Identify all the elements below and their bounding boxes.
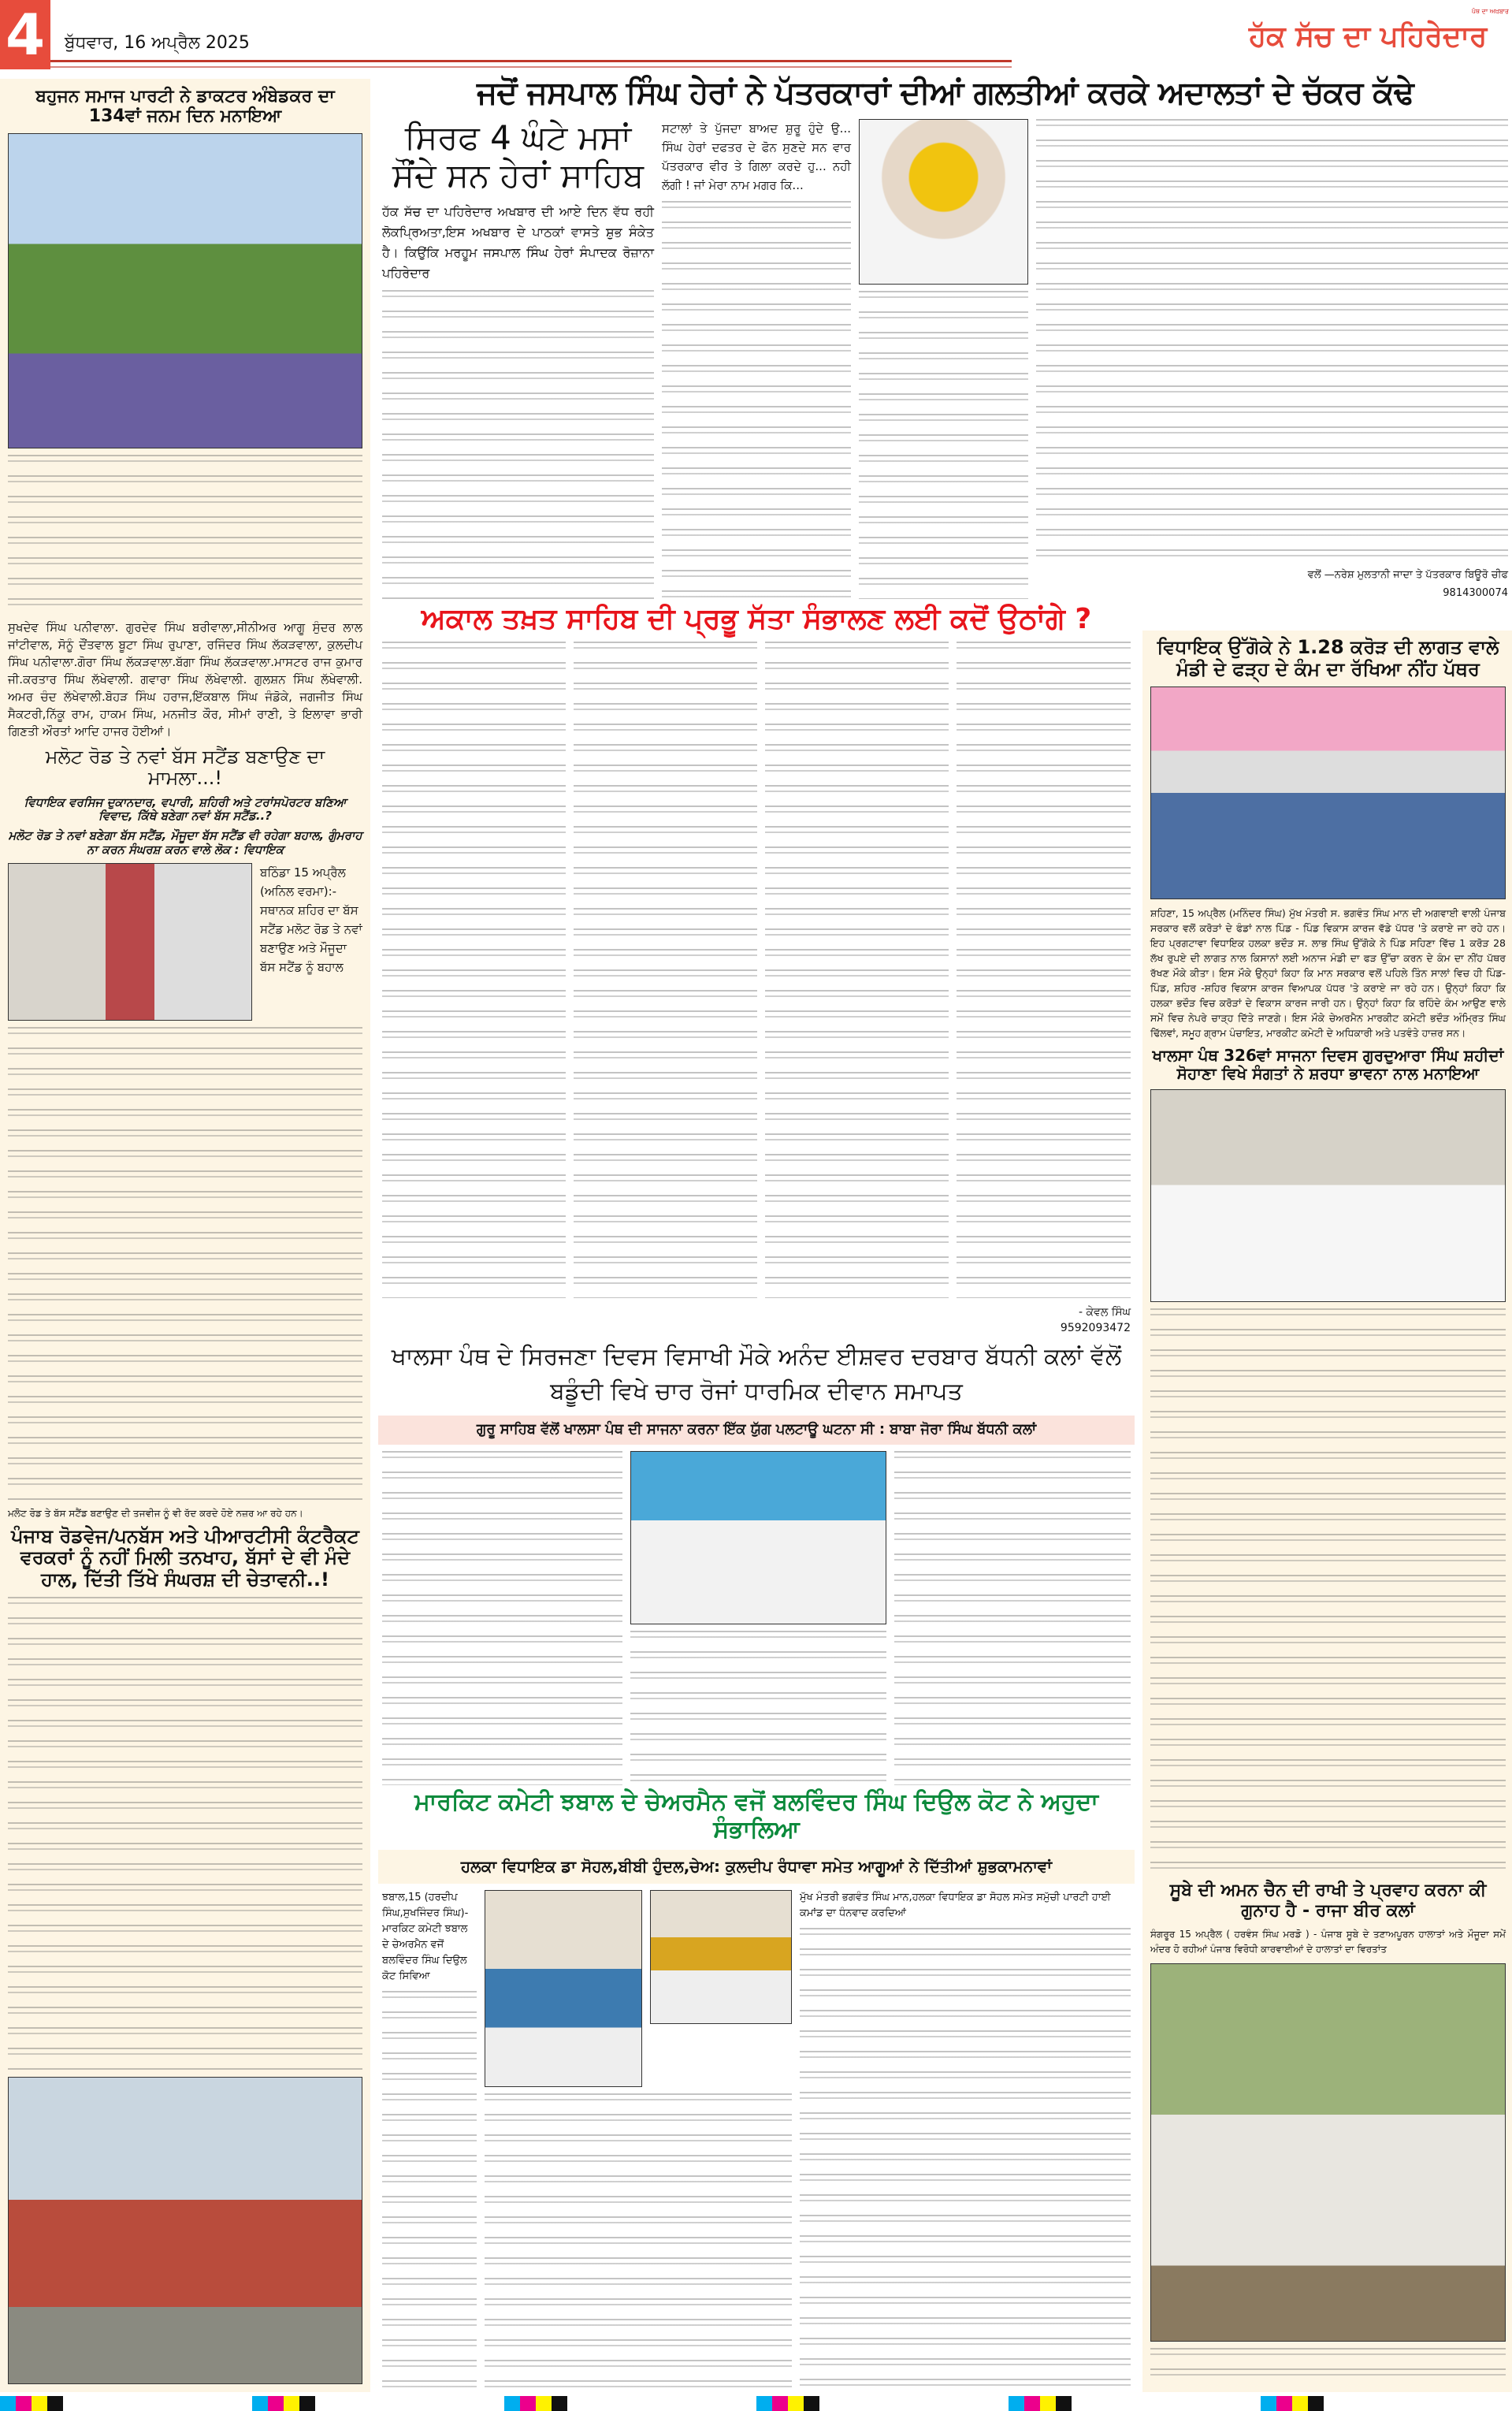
market-committee-strap: ਹਲਕਾ ਵਿਧਾਇਕ ਡਾ ਸੋਹਲ,ਬੀਬੀ ਹੁੰਦਲ,ਚੇਅ: ਕੁਲਦੀਪ ਰੰਧਾਵਾ ਸਮੇਤ ਆਗੂਆਂ ਨੇ ਦਿੱਤੀਆਂ ਸ਼ੁਭਕਾਮਨਾਵਾਂ — [378, 1850, 1135, 1884]
akal-takht-section — [378, 603, 1135, 1336]
buses-photo — [8, 2077, 362, 2384]
mandi-body: ਸ਼ਹਿਣਾ, 15 ਅਪ੍ਰੈਲ (ਮਨਿੰਦਰ ਸਿੰਘ) ਮੁੱਖ ਮੰਤਰੀ ਸ. ਭਗਵੰਤ ਸਿੰਘ ਮਾਨ ਦੀ ਅਗਵਾਈ ਵਾਲੀ ਪੰਜਾਬ ਸਰਕਾਰ ਵਲੋਂ ਕਰੋੜਾਂ ਦੇ ਫੰਡਾਂ ਨਾਲ ਪਿੰਡ - ਪਿੰਡ ਵਿਕਾਸ ਕਾਰਜ ਵੱਡੇ ਪੱਧਰ 'ਤੇ ਕਰਾਏ ਜਾ ਰਹੇ ਹਨ। ਇਹ ਪ੍ਰਗਟਾਵਾ ਵਿਧਾਇਕ ਹਲਕਾ ਭਦੌੜ ਸ. ਲਾਭ ਸਿੰਘ ਉੱਗੋਕੇ ਨੇ ਪਿੰਡ ਸਹਿਣਾ ਵਿੱਚ 1 ਕਰੋੜ 28 ਲੱਖ ਰੁਪਏ ਦੀ ਲਾਗਤ ਨਾਲ ਕਿਸਾਨਾਂ ਲਈ ਅਨਾਜ ਮੰਡੀ ਦਾ ਫੜ ਉੱਚਾ ਕਰਨ ਦੇ ਕੰਮ ਦਾ ਨੀਂਹ ਪੱਥਰ ਰੱਖਣ ਮੌਕੇ ਕੀਤਾ। ਇਸ ਮੌਕੇ ਉਨ੍ਹਾਂ ਕਿਹਾ ਕਿ ਮਾਨ ਸਰਕਾਰ ਵਲੋਂ ਪਹਿਲੇ ਤਿੰਨ ਸਾਲਾਂ ਵਿਚ ਹੀ ਪਿੰਡ- ਪਿੰਡ, ਸ਼ਹਿਰ -ਸ਼ਹਿਰ ਵਿਕਾਸ ਕਾਰਜ ਵਿਆਪਕ ਪੱਧਰ 'ਤੇ ਕਰਾਏ ਜਾ ਰਹੇ ਹਨ। ਉਨ੍ਹਾਂ ਕਿਹਾ ਕਿ ਹਲਕਾ ਭਦੌੜ ਵਿਚ ਕਰੋੜਾਂ ਦੇ ਵਿਕਾਸ ਕਾਰਜ ਜਾਰੀ ਹਨ। ਉਨ੍ਹਾਂ ਕਿਹਾ ਕਿ ਰਹਿੰਦੇ ਕੰਮ ਆਉਣ ਵਾਲੇ ਸਮੇਂ ਵਿਚ ਨੇਪਰੇ ਚਾੜ੍ਹ ਦਿੱਤੇ ਜਾਣਗੇ। ਇਸ ਮੌਕੇ ਚੇਅਰਮੈਨ ਮਾਰਕੀਟ ਕਮੇਟੀ ਭਦੌੜ ਅੰਮ੍ਰਿਤ ਸਿੰਘ ਢਿੱਲਵਾਂ, ਸਮੂਹ ਗ੍ਰਾਮ ਪੰਚਾਇਤ, ਮਾਰਕੀਟ ਕਮੇਟੀ ਦੇ ਅਧਿਕਾਰੀ ਅਤੇ ਪਤਵੰਤੇ ਹਾਜ਼ਰ ਸਨ। — [1150, 907, 1506, 1040]
market-body-text — [485, 2093, 792, 2392]
bus-stand-subhead: ਵਿਧਾਇਕ ਵਰਸਿਜ ਦੁਕਾਨਦਾਰ, ਵਪਾਰੀ, ਸ਼ਹਿਰੀ ਅਤੇ ਟਰਾਂਸਪੋਰਟਰ ਬਣਿਆ ਵਿਵਾਦ, ਕਿੱਥੇ ਬਣੇਗਾ ਨਵਾਂ ਬੱਸ ਸਟੈਂਡ..? — [24, 794, 347, 824]
market-committee-photo-2 — [650, 1890, 792, 2024]
bus-stand-subhead: ਮਲੋਟ ਰੋਡ ਤੇ ਨਵਾਂ ਬਣੇਗਾ ਬੱਸ ਸਟੈਂਡ, ਮੌਜੂਦਾ ਬੱਸ ਸਟੈਂਡ ਵੀ ਰਹੇਗਾ ਬਹਾਲ, ਗੁੰਮਰਾਹ ਨਾ ਕਰਨ ਸੰਘਰਸ਼ ਕਰਨ ਵਾਲੇ ਲੋਕ : ਵਿਧਾਇਕ — [8, 828, 362, 857]
akal-takht-byline: - ਕੇਵਲ ਸਿੰਘ — [1079, 1306, 1131, 1319]
header-rule — [50, 66, 1012, 68]
ambedkar-rally-photo — [8, 133, 362, 448]
bus-stand-headline: ਮਲੋਟ ਰੋਡ ਤੇ ਨਵਾਂ ਬੱਸ ਸਟੈਂਡ ਬਣਾਉਣ ਦਾ ਮਾਮਲਾ...! — [45, 745, 325, 790]
ambedkar-headline: ਬਹੁਜਨ ਸਮਾਜ ਪਾਰਟੀ ਨੇ ਡਾਕਟਰ ਅੰਬੇਡਕਰ ਦਾ 134ਵਾਂ ਜਨਮ ਦਿਨ ਮਨਾਇਆ — [35, 87, 335, 127]
main-byline: ਵਲੋਂ —ਨਰੇਸ਼ ਮੁਲਤਾਨੀ ਜਾਦਾ ਤੇ ਪੱਤਰਕਾਰ ਬਿਊਰੋ ਚੀਫ — [1307, 569, 1508, 581]
sohana-body-text — [1150, 1308, 1506, 1874]
khalsa-diwan-photo — [630, 1451, 886, 1624]
akal-takht-phone: 9592093472 — [1060, 1322, 1131, 1334]
peace-headline: ਸੂਬੇ ਦੀ ਅਮਨ ਚੈਨ ਦੀ ਰਾਖੀ ਤੇ ਪ੍ਰਵਾਹ ਕਰਨਾ ਕੀ ਗੁਨਾਹ ਹੈ - ਰਾਜਾ ਬੀਰ ਕਲਾਂ — [1169, 1881, 1487, 1921]
mandi-headline: ਵਿਧਾਇਕ ਉੱਗੋਕੇ ਨੇ 1.28 ਕਰੋੜ ਦੀ ਲਾਗਤ ਵਾਲੇ ਮੰਡੀ ਦੇ ਫੜ੍ਹ ਦੇ ਕੰਮ ਦਾ ਰੱਖਿਆ ਨੀਂਹ ਪੱਥਰ — [1157, 636, 1499, 680]
market-body-text — [382, 1991, 477, 2392]
market-section — [378, 1789, 1135, 2392]
main-subhead: ਸਿਰਫ 4 ਘੰਟੇ ਮਸਾਂ ਸੌਂਦੇ ਸਨ ਹੇਰਾਂ ਸਾਹਿਬ — [392, 118, 645, 195]
roadways-body-text — [8, 1597, 362, 2071]
sohana-headline: ਖਾਲਸਾ ਪੰਥ 326ਵਾਂ ਸਾਜਨਾ ਦਿਵਸ ਗੁਰਦੁਆਰਾ ਸਿੰਘ ਸ਼ਹੀਦਾਂ ਸੋਹਾਣਾ ਵਿਖੇ ਸੰਗਤਾਂ ਨੇ ਸ਼ਰਧਾ ਭਾਵਨਾ ਨਾਲ ਮਨਾਇਆ — [1152, 1046, 1504, 1084]
peace-lead: ਸੰਗਰੂਰ 15 ਅਪ੍ਰੈਲ ( ਹਰਵੰਸ ਸਿੰਘ ਮਰਡੋ ) - ਪੰਜਾਬ ਸੂਬੇ ਦੇ ਤਣਾਅਪੂਰਨ ਹਾਲਾਤਾਂ ਅਤੇ ਮੌਜੂਦਾ ਸਮੇਂ ਅੰਦਰ ਹੋ ਰਹੀਆਂ ਪੰਜਾਬ ਵਿਰੋਧੀ ਕਾਰਵਾਈਆਂ ਦੇ ਹਾਲਾਤਾਂ ਦਾ ਵਿਰਤਾਂਤ — [1150, 1929, 1506, 1955]
bus-stand-body-end: ਮਲੋਟ ਰੋਡ ਤੇ ਬੱਸ ਸਟੈਂਡ ਬਣਾਉਣ ਦੀ ਤਜਵੀਜ ਨੂੰ ਵੀ ਰੱਦ ਕਰਦੇ ਹੋਏ ਨਜ਼ਰ ਆ ਰਹੇ ਹਨ। — [8, 1507, 303, 1519]
print-registration-bar — [0, 2396, 1512, 2411]
market-committee-headline: ਮਾਰਕਿਟ ਕਮੇਟੀ ਝਬਾਲ ਦੇ ਚੇਅਰਮੈਨ ਵਜੋਂ ਬਲਵਿੰਦਰ ਸਿੰਘ ਦਿਉਲ ਕੋਟ ਨੇ ਅਹੁਦਾ ਸੰਭਾਲਿਆ — [414, 1788, 1098, 1844]
mla-press-photo — [8, 863, 252, 1021]
bus-stand-body-text — [8, 1027, 362, 1501]
khalsa-strap: ਗੁਰੂ ਸਾਹਿਬ ਵੱਲੋਂ ਖਾਲਸਾ ਪੰਥ ਦੀ ਸਾਜਨਾ ਕਰਨਾ ਇੱਕ ਯੁੱਗ ਪਲਟਾਊ ਘਟਨਾ ਸੀ : ਬਾਬਾ ਜੋਰਾ ਸਿੰਘ ਬੱਧਨੀ ਕਲਾਂ — [378, 1416, 1135, 1445]
khalsa-headline: ਖਾਲਸਾ ਪੰਥ ਦੇ ਸਿਰਜਣਾ ਦਿਵਸ ਵਿਸਾਖੀ ਮੌਕੇ ਅਨੰਦ ਈਸ਼ਵਰ ਦਰਬਾਰ ਬੱਧਨੀ ਕਲਾਂ ਵੱਲੋਂ ਬਡੂੰਦੀ ਵਿਖੇ ਚਾਰ ਰੋਜਾਂ ਧਾਰਮਿਕ ਦੀਵਾਨ ਸਮਾਪਤ — [391, 1343, 1122, 1405]
ambedkar-body-end: ਸੁਖਦੇਵ ਸਿੰਘ ਪਨੀਵਾਲਾ. ਗੁਰਦੇਵ ਸਿੰਘ ਬਰੀਵਾਲਾ,ਸੀਨੀਅਰ ਆਗੂ ਸੁੰਦਰ ਲਾਲ ਜਾਂਟੀਵਾਲ, ਸੋਨੂੰ ਦੌਂਤਵਾਲ ਬੂਟਾ ਸਿੰਘ ਰੁਪਾਣਾ, ਰਜਿੰਦਰ ਸਿੰਘ ਲੱਕੜਵਾਲਾ, ਕੁਲਦੀਪ ਸਿੰਘ ਪਨੀਵਾਲਾ.ਗੋਰਾ ਸਿੰਘ ਲੱਕੜਵਾਲਾ.ਬੱਗਾ ਸਿੰਘ ਲੱਕੜਵਾਲਾ.ਮਾਸਟਰ ਰਾਜ ਕੁਮਾਰ ਜੀ.ਕਰਤਾਰ ਸਿੰਘ ਲੱਖੇਵਾਲੀ. ਗਵਾਰਾ ਸਿੰਘ ਲੱਖੇਵਾਲੀ. ਗੁਲਸ਼ਨ ਸਿੰਘ ਲੱਖੇਵਾਲੀ. ਅਮਰ ਚੰਦ ਲੱਖੇਵਾਲੀ.ਬੋਹੜ ਸਿੰਘ ਹਰਾਜ,ਇੱਕਬਾਲ ਸਿੰਘ ਜੰਡੋਕੇ, ਜਗਜੀਤ ਸਿੰਘ ਸੈਕਟਰੀ,ਨਿੱਕੂ ਰਾਮ, ਹਾਕਮ ਸਿੰਘ, ਮਨਜੀਤ ਕੌਰ, ਸੀਮਾਂ ਰਾਣੀ, ਤੇ ਇਲਾਵਾ ਭਾਰੀ ਗਿਣਤੀ ਔਰਤਾਂ ਆਦਿ ਹਾਜਰ ਹੋਈਆਂ। — [8, 619, 362, 739]
khalsa-body-text — [382, 1451, 622, 1785]
logo-text: ਹੱਕ ਸੱਚ ਦਾ ਪਹਿਰੇਦਾਰ — [1249, 20, 1488, 53]
main-headline: ਜਦੋਂ ਜਸਪਾਲ ਸਿੰਘ ਹੇਰਾਂ ਨੇ ਪੱਤਰਕਾਰਾਂ ਦੀਆਂ ਗਲਤੀਆਂ ਕਰਕੇ ਅਦਾਲਤਾਂ ਦੇ ਚੱਕਰ ਕੱਢੇ — [477, 75, 1414, 111]
market-body-text — [800, 1928, 1131, 2392]
khalsa-section — [378, 1340, 1135, 1785]
right-column — [1142, 631, 1512, 2392]
main-col2: ਸਟਾਲਾਂ ਤੇ ਪੁੱਜਦਾ ਬਾਅਦ ਸ਼ੁਰੂ ਹੁੰਦੇ ਉ... ਸਿੰਘ ਹੇਰਾਂ ਦਫਤਰ ਦੇ ਫੋਨ ਸੁਣਦੇ ਸਨ ਵਾਰ ਪੱਤਰਕਾਰ ਵੀਰ ਤੇ ਗਿਲਾ ਕਰਦੇ ਹੁ... ਨਹੀ ਲੱਗੀ ! ਜਾਂ ਮੇਰਾ ਨਾਮ ਮਗਰ ਕਿ... — [662, 121, 851, 192]
header-rule — [50, 60, 1012, 62]
peace-body-text — [1150, 2348, 1506, 2387]
main-body-text — [382, 290, 654, 599]
jaspal-singh-heran-portrait — [859, 119, 1028, 285]
market-committee-lead: ਝਬਾਲ,15 (ਹਰਦੀਪ ਸਿੰਘ,ਸੁਖਜਿੰਦਰ ਸਿੰਘ)-ਮਾਰਕਿਟ ਕਮੇਟੀ ਝਬਾਲ ਦੇ ਚੇਅਰਮੈਨ ਵਜੋਂ ਬਲਵਿੰਦਰ ਸਿੰਘ ਦਿਉਲ ਕੋਟ ਸਿਵਿਆ — [382, 1892, 469, 1982]
protest-photo — [1150, 1963, 1506, 2342]
gurdwara-sohana-photo — [1150, 1089, 1506, 1302]
left-column — [0, 79, 370, 2392]
issue-date: ਬੁੱਧਵਾਰ, 16 ਅਪ੍ਰੈਲ 2025 — [65, 33, 250, 53]
main-story — [378, 75, 1512, 599]
akal-takht-body-text — [382, 642, 1131, 1298]
main-phone: 9814300074 — [1443, 587, 1508, 599]
khalsa-body-text — [894, 1451, 1131, 1785]
market-committee-col3: ਮੁੱਖ ਮੰਤਰੀ ਭਗਵੰਤ ਸਿੰਘ ਮਾਨ,ਹਲਕਾ ਵਿਧਾਇਕ ਡਾ ਸੋਹਲ ਸਮੇਤ ਸਮੁੱਚੀ ਪਾਰਟੀ ਹਾਈ ਕਮਾਂਡ ਦਾ ਧੰਨਵਾਦ ਕਰਦਿਆਂ — [800, 1892, 1111, 1919]
logo-tagline: ਪੰਥ ਦਾ ਅਖ਼ਬਾਰ — [1471, 8, 1509, 15]
ambedkar-body-text — [8, 455, 362, 612]
foundation-stone-photo — [1150, 686, 1506, 899]
main-body-text — [1036, 119, 1508, 563]
akal-takht-headline: ਅਕਾਲ ਤਖ਼ਤ ਸਾਹਿਬ ਦੀ ਪ੍ਰਭੂ ਸੱਤਾ ਸੰਭਾਲਣ ਲਈ ਕਦੋਂ ਉਠਾਂਗੇ ? — [421, 603, 1092, 635]
main-body-text — [859, 291, 1028, 599]
roadways-headline: ਪੰਜਾਬ ਰੋਡਵੇਜ/ਪਨਬੱਸ ਅਤੇ ਪੀਆਰਟੀਸੀ ਕੰਟਰੈਕਟ ਵਰਕਰਾਂ ਨੂੰ ਨਹੀਂ ਮਿਲੀ ਤਨਖਾਹ, ਬੱਸਾਂ ਦੇ ਵੀ ਮੰਦੇ ਹਾਲ, ਦਿੱਤੀ ਤਿੱਖੇ ਸੰਘਰਸ਼ ਦੀ ਚੇਤਾਵਨੀ..! — [11, 1524, 359, 1591]
main-lead: ਹੱਕ ਸੱਚ ਦਾ ਪਹਿਰੇਦਾਰ ਅਖਬਾਰ ਦੀ ਆਏ ਦਿਨ ਵੱਧ ਰਹੀ ਲੋਕਪ੍ਰਿਅਤਾ,ਇਸ ਅਖਬਾਰ ਦੇ ਪਾਠਕਾਂ ਵਾਸਤੇ ਸ਼ੁਭ ਸੰਕੇਤ ਹੈ। ਕਿਉਂਕਿ ਮਰਹੂਮ ਜਸਪਾਲ ਸਿੰਘ ਹੇਰਾਂ ਸੰਪਾਦਕ ਰੋਜ਼ਾਨਾ ਪਹਿਰੇਦਾਰ — [382, 203, 654, 281]
main-body-text — [662, 201, 851, 599]
bus-stand-dateline: ਬਠਿੰਡਾ 15 ਅਪ੍ਰੈਲ (ਅਨਿਲ ਵਰਮਾ):- ਸਥਾਨਕ ਸ਼ਹਿਰ ਦਾ ਬੱਸ ਸਟੈਂਡ ਮਲੋਟ ਰੋਡ ਤੇ ਨਵਾਂ ਬਣਾਉਣ ਅਤੇ ਮੌਜੂਦਾ ਬੱਸ ਸਟੈਂਡ ਨੂੰ ਬਹਾਲ — [260, 865, 362, 974]
khalsa-body-text — [630, 1631, 886, 1785]
masthead-logo — [1249, 8, 1509, 63]
page-number-box: 4 — [0, 0, 50, 69]
market-committee-photo — [485, 1890, 642, 2087]
